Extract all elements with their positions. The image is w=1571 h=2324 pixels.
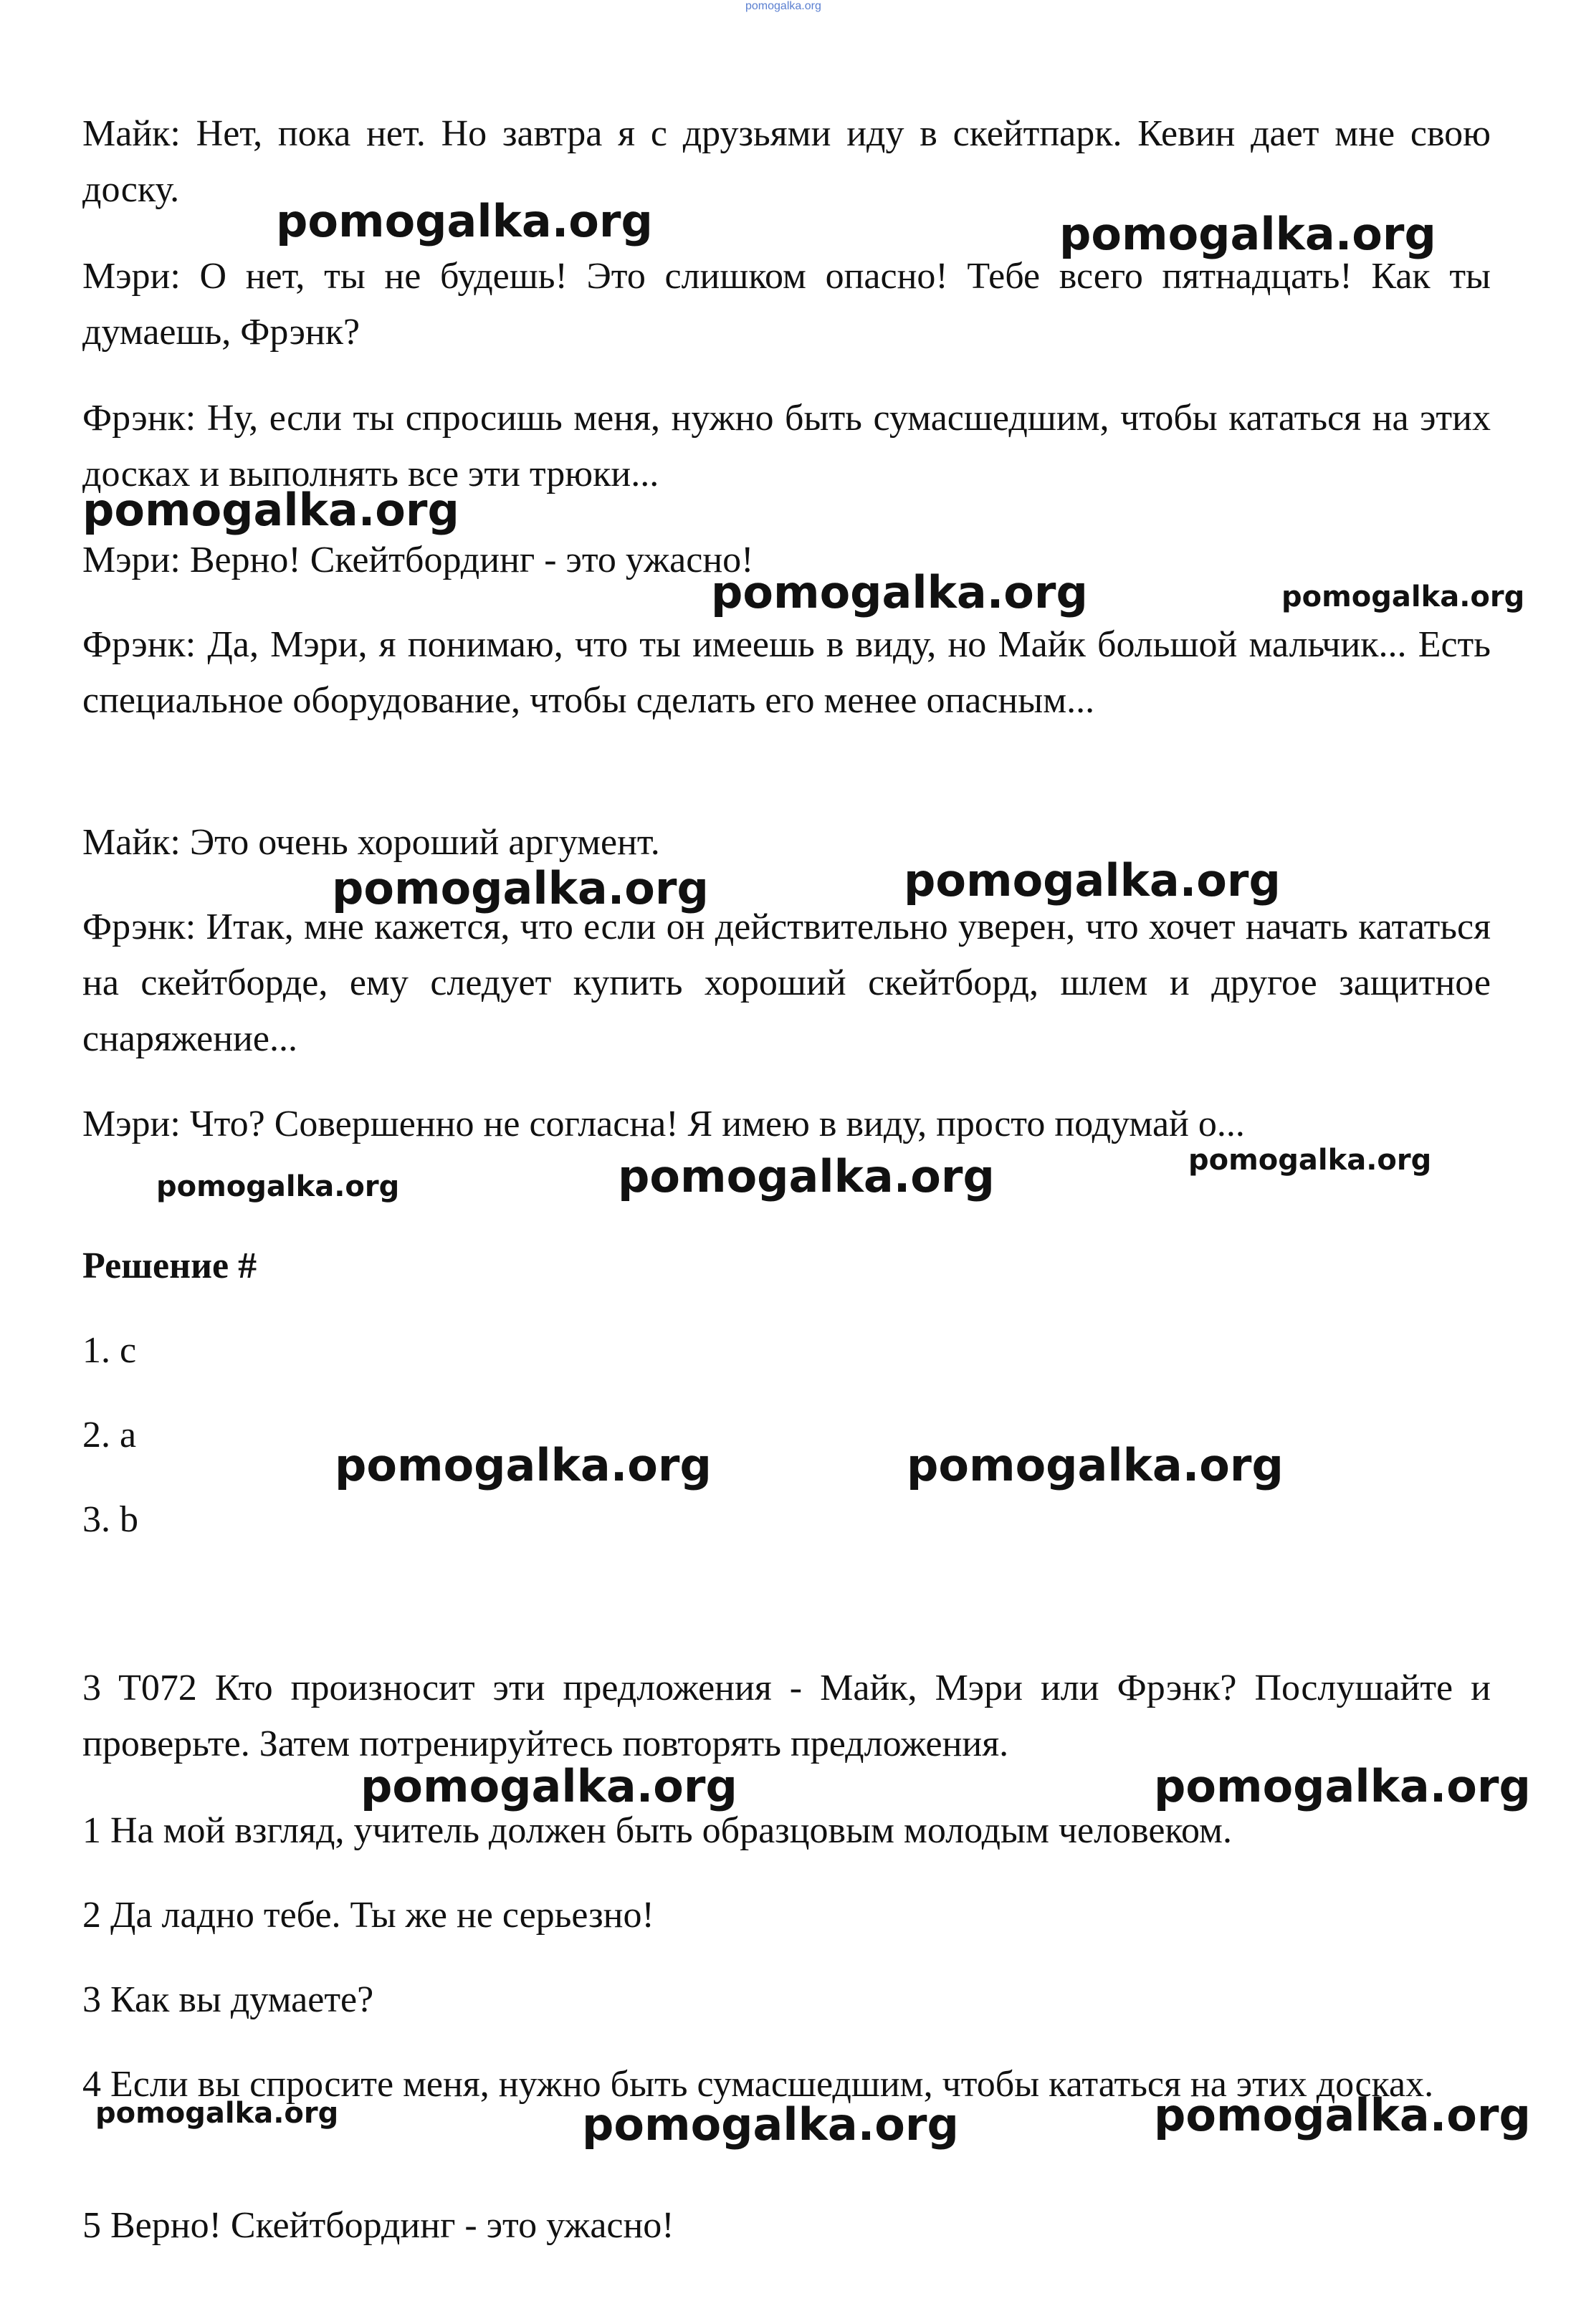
watermark: pomogalka.org: [618, 1150, 995, 1202]
watermark: pomogalka.org: [1188, 1144, 1432, 1177]
dialogue-line-1: Майк: Нет, пока нет. Но завтра я с друзьями иду в скейтпарк. Кевин дает мне свою доску.: [82, 113, 1491, 210]
task-text: 3 T072 Кто произносит эти предложения - Майк, Мэри или Фрэнк? Послушайте и проверьте. Затем потренируйтесь повторять предложения.: [82, 1668, 1491, 1764]
top-site-mark: pomogalka.org: [745, 0, 821, 12]
solution-heading: Решение #: [82, 1245, 257, 1286]
dialogue-line-5: Фрэнк: Да, Мэри, я понимаю, что ты имеешь в виду, но Майк большой мальчик... Есть специальное оборудование, чтобы сделать его менее опасным...: [82, 624, 1491, 721]
answer-2: 2. a: [82, 1415, 137, 1455]
watermark: pomogalka.org: [82, 484, 459, 536]
sentence-2: 2 Да ладно тебе. Ты же не серьезно!: [82, 1895, 654, 1936]
sentence-1: 1 На мой взгляд, учитель должен быть образцовым молодым человеком.: [82, 1810, 1232, 1851]
watermark: pomogalka.org: [95, 2097, 339, 2130]
watermark: pomogalka.org: [156, 1170, 400, 1203]
watermark: pomogalka.org: [711, 566, 1088, 618]
watermark: pomogalka.org: [1059, 208, 1436, 260]
sentence-5: 5 Верно! Скейтбординг - это ужасно!: [82, 2205, 674, 2246]
watermark: pomogalka.org: [904, 854, 1281, 907]
dialogue-line-8: Мэри: Что? Совершенно не согласна! Я имею в виду, просто подумай о...: [82, 1104, 1245, 1144]
watermark: pomogalka.org: [360, 1760, 737, 1812]
dialogue-line-4: Мэри: Верно! Скейтбординг - это ужасно!: [82, 540, 754, 580]
watermark: pomogalka.org: [332, 862, 709, 914]
dialogue-line-3: Фрэнк: Ну, если ты спросишь меня, нужно быть сумасшедшим, чтобы кататься на этих досках и выполнять все эти трюки...: [82, 398, 1491, 494]
dialogue-line-2: Мэри: О нет, ты не будешь! Это слишком опасно! Тебе всего пятнадцать! Как ты думаешь, Фрэнк?: [82, 256, 1491, 353]
watermark: pomogalka.org: [582, 2098, 959, 2151]
watermark: pomogalka.org: [276, 195, 653, 247]
watermark: pomogalka.org: [907, 1439, 1284, 1491]
watermark: pomogalka.org: [1281, 580, 1525, 613]
watermark: pomogalka.org: [335, 1439, 712, 1491]
answer-1: 1. c: [82, 1330, 137, 1371]
dialogue-line-6: Майк: Это очень хороший аргумент.: [82, 822, 660, 863]
dialogue-line-7: Фрэнк: Итак, мне кажется, что если он действительно уверен, что хочет начать кататься на скейтборде, ему следует купить хороший скейтборд, шлем и другое защитное снаряжение...: [82, 907, 1491, 1059]
sentence-4: 4 Если вы спросите меня, нужно быть сумасшедшим, чтобы кататься на этих досках.: [82, 2064, 1434, 2105]
sentence-3: 3 Как вы думаете?: [82, 1979, 374, 2020]
watermark: pomogalka.org: [1154, 2089, 1531, 2141]
watermark: pomogalka.org: [1154, 1760, 1531, 1812]
answer-3: 3. b: [82, 1499, 138, 1540]
